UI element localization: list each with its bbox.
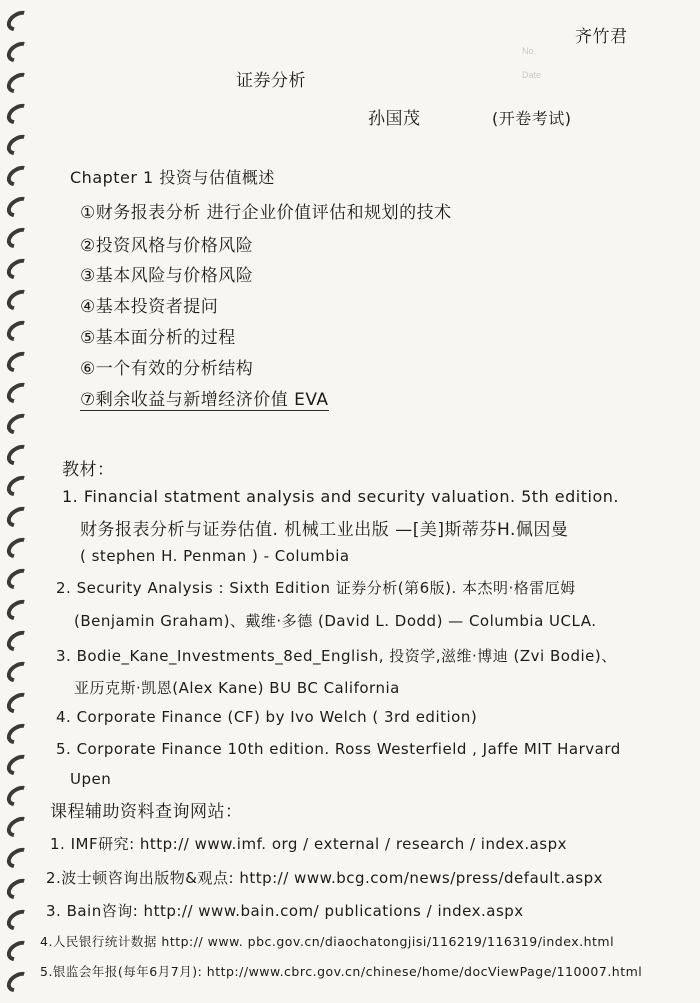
- binding-ring: [3, 317, 35, 346]
- binding-ring: [3, 658, 35, 687]
- date-label: Date: [522, 70, 542, 80]
- teacher-name: 孙国茂: [368, 109, 421, 129]
- textbook-line: Upen: [70, 770, 112, 788]
- binding-ring: [3, 534, 35, 563]
- textbook-line: (Benjamin Graham)、戴维·多德 (David L. Dodd) — Columbia UCLA.: [74, 612, 597, 630]
- binding-ring: [3, 689, 35, 718]
- binding-ring: [3, 100, 35, 129]
- binding-ring: [3, 906, 35, 935]
- binding-ring: [3, 503, 35, 532]
- binding-ring: [3, 224, 35, 253]
- binding-ring: [3, 627, 35, 656]
- binding-ring: [3, 7, 35, 36]
- binding-ring: [3, 38, 35, 67]
- chapter-item: ③基本风险与价格风险: [80, 266, 254, 286]
- binding-ring: [3, 379, 35, 408]
- binding-ring: [3, 596, 35, 625]
- binding-ring: [3, 937, 35, 966]
- binding-ring: [3, 348, 35, 377]
- page-title: 证券分析: [236, 71, 306, 91]
- website-line: 3. Bain咨询: http:// www.bain.com/ publications / index.aspx: [46, 902, 524, 920]
- binding-ring: [3, 782, 35, 811]
- binding-ring: [3, 286, 35, 315]
- website-line: 2.波士顿咨询出版物&观点: http:// www.bcg.com/news/press/default.aspx: [46, 869, 603, 887]
- binding-ring: [3, 193, 35, 222]
- textbooks-heading: 教材：: [62, 460, 115, 480]
- textbook-line: 亚历克斯·凯恩(Alex Kane) BU BC California: [74, 679, 400, 697]
- textbook-line: 2. Security Analysis : Sixth Edition 证券分析(第6版). 本杰明·格雷厄姆: [56, 579, 576, 597]
- textbook-line: ( stephen H. Penman ) - Columbia: [80, 547, 350, 565]
- textbook-line: 1. Financial statment analysis and security valuation. 5th edition.: [62, 487, 619, 506]
- binding-ring: [3, 441, 35, 470]
- website-line: 1. IMF研究: http:// www.imf. org / external / research / index.aspx: [50, 835, 568, 853]
- chapter-item: ①财务报表分析 进行企业价值评估和规划的技术: [80, 203, 452, 223]
- chapter-item: ⑥一个有效的分析结构: [80, 359, 254, 379]
- spiral-binding: [6, 0, 46, 1003]
- textbook-line: 财务报表分析与证券估值. 机械工业出版 —[美]斯蒂芬H.佩因曼: [80, 520, 569, 540]
- chapter-item: ②投资风格与价格风险: [80, 236, 254, 256]
- binding-ring: [3, 875, 35, 904]
- website-line: 4.人民银行统计数据 http:// www. pbc.gov.cn/diaochatongjisi/116219/116319/index.html: [40, 934, 615, 949]
- chapter-heading: Chapter 1 投资与估值概述: [70, 168, 275, 187]
- chapter-item: ⑦剩余收益与新增经济价值 EVA: [80, 385, 329, 411]
- binding-ring: [3, 410, 35, 439]
- binding-ring: [3, 162, 35, 191]
- website-line: 5.银监会年报(每年6月7月): http://www.cbrc.gov.cn/chinese/home/docViewPage/110007.html: [40, 964, 643, 979]
- binding-ring: [3, 131, 35, 160]
- binding-ring: [3, 69, 35, 98]
- binding-ring: [3, 565, 35, 594]
- chapter-item: ④基本投资者提问: [80, 297, 219, 317]
- binding-ring: [3, 844, 35, 873]
- textbook-line: 4. Corporate Finance (CF) by Ivo Welch ( 3rd edition): [56, 708, 478, 726]
- no-label: No.: [522, 46, 537, 56]
- textbook-line: 3. Bodie_Kane_Investments_8ed_English, 投资学,滋维·博迪 (Zvi Bodie)、: [56, 647, 617, 665]
- binding-ring: [3, 472, 35, 501]
- exam-type: (开卷考试): [492, 109, 572, 128]
- websites-heading: 课程辅助资料查询网站：: [50, 802, 243, 822]
- binding-ring: [3, 720, 35, 749]
- binding-ring: [3, 813, 35, 842]
- textbook-line: 5. Corporate Finance 10th edition. Ross Westerfield , Jaffe MIT Harvard: [56, 740, 621, 758]
- binding-ring: [3, 968, 35, 997]
- corner-name: 齐竹君: [575, 27, 628, 47]
- binding-ring: [3, 751, 35, 780]
- chapter-item: ⑤基本面分析的过程: [80, 328, 236, 348]
- binding-ring: [3, 255, 35, 284]
